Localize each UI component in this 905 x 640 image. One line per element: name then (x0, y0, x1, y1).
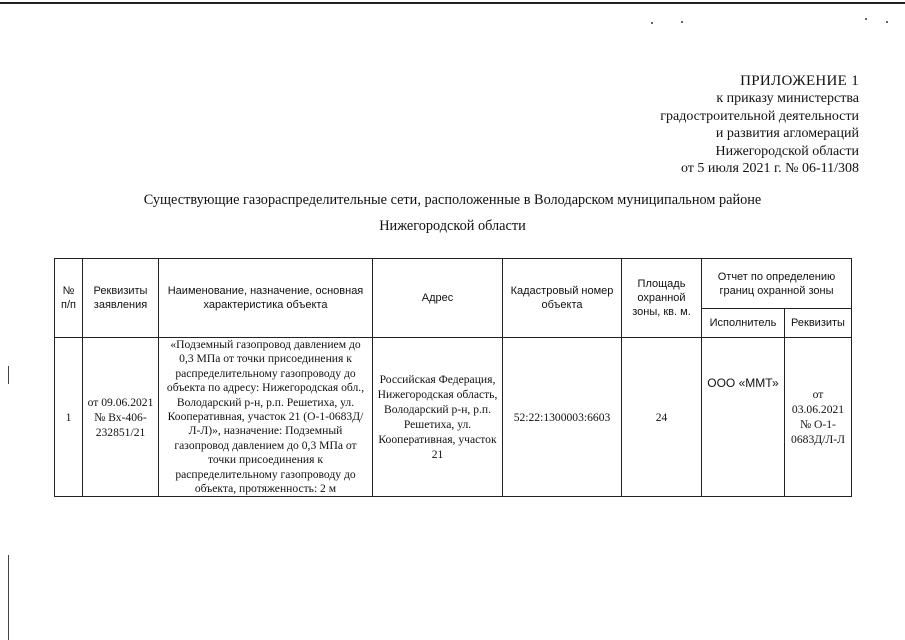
scan-speck (886, 21, 888, 23)
table-row (55, 338, 852, 497)
header-cadastral: Кадастровый номер объекта (503, 259, 622, 338)
cell-cadastral: 52:22:1300003:6603 (503, 338, 622, 497)
cell-area: 24 (622, 338, 702, 497)
header-num: № п/п (55, 259, 83, 338)
header-report: Отчет по определению границ охранной зоны (702, 259, 852, 309)
header-report-requisites: Реквизиты (785, 309, 852, 338)
scan-speck (865, 18, 867, 20)
cell-requisites: от 09.06.2021 № Вх-406-232851/21 (83, 338, 159, 497)
cell-num: 1 (55, 338, 83, 497)
scan-margin-mark (8, 555, 9, 640)
header-name: Наименование, назначение, основная характеристика объекта (159, 259, 373, 338)
scan-speck (681, 21, 683, 23)
gas-network-table (54, 258, 852, 497)
document-title: Существующие газораспределительные сети, расположенные в Володарском муниципальном районе (143, 192, 762, 208)
cell-object-name: «Подземный газопровод давлением до 0,3 МПа от точки присоединения к распределительному газопроводу до объекта по адресу: Нижегородская обл., Володарский р-н, р.п. Решетиха, ул. Кооперативная, участок 21 (О-1-0683Д/Л-Л)», назначение: Подземный газопровод давлением до 0,3 МПа от точки присоединения к распределительному газопроводу до объекта, протяженность: 2 м (159, 338, 373, 497)
appendix-line: к приказу министерства (716, 91, 859, 107)
appendix-line: и развития агломераций (715, 126, 859, 142)
header-requisites: Реквизиты заявления (83, 259, 159, 338)
document-title-region: Нижегородской области (379, 218, 526, 234)
scan-speck (651, 22, 653, 24)
cell-report-requisites: от 03.06.2021 № О-1-0683Д/Л-Л (785, 338, 852, 497)
appendix-line: Нижегородской области (715, 143, 859, 159)
cell-address: Российская Федерация, Нижегородская область, Володарский р-н, р.п. Решетиха, ул. Кооперативная, участок 21 (373, 338, 503, 497)
appendix-block (660, 73, 859, 177)
appendix-date-line: от 5 июля 2021 г. № 06-11/308 (680, 161, 859, 177)
appendix-heading: ПРИЛОЖЕНИЕ 1 (740, 73, 859, 89)
header-area: Площадь охранной зоны, кв. м. (622, 259, 702, 338)
top-border-line (0, 2, 905, 4)
scan-margin-mark (8, 366, 9, 384)
header-address: Адрес (373, 259, 503, 338)
header-executor: Исполнитель (702, 309, 785, 338)
appendix-line: градостроительной деятельности (660, 108, 859, 124)
cell-executor: ООО «ММТ» (702, 338, 785, 497)
